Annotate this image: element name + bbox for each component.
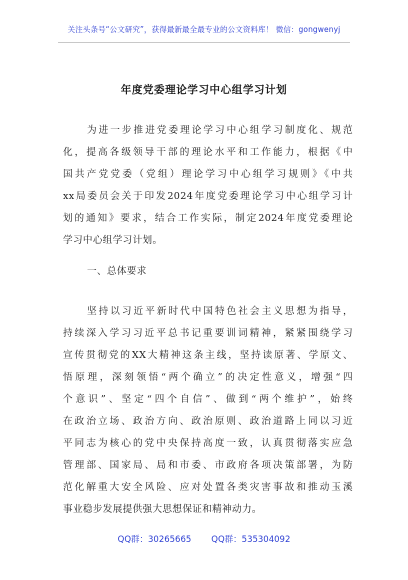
section-line: 悟原理，深刻领悟“两个确立”的决定性意义，增强“四	[63, 372, 353, 383]
section-line: 范化解重大安全风险、应对处置各类灾害事故和推动玉溪	[63, 482, 353, 493]
intro-line: xx局委员会关于印发2024年度党委理论学习中心组学习计	[63, 191, 353, 202]
intro-line: 划的通知》要求，结合工作实际，制定2024年度党委理论	[63, 213, 353, 224]
section-line: 平同志为核心的党中央保持高度一致，认真贯彻落实应急	[63, 438, 353, 449]
section-line: 宣传贯彻党的XX大精神这条主线，坚持读原著、学原文、	[63, 350, 353, 361]
section-heading: 一、总体要求	[87, 266, 147, 277]
section-line: 在政治立场、政治方向、政治原则、政治道路上同以习近	[63, 416, 353, 427]
intro-line: 化，提高各级领导干部的理论水平和工作能力，根据《中	[63, 147, 353, 158]
intro-line: 国共产党党委（党组）理论学习中心组学习规则》《中共	[63, 169, 353, 180]
section-line: 事业稳步发展提供强大思想保证和精神动力。	[63, 504, 262, 515]
footer-qq-group-2: QQ群：535304092	[211, 535, 291, 545]
section-line: 坚持以习近平新时代中国特色社会主义思想为指导，	[87, 306, 353, 317]
document-title: 年度党委理论学习中心组学习计划	[120, 84, 288, 96]
section-line: 持续深入学习习近平总书记重要训词精神，紧紧围绕学习	[63, 328, 353, 339]
intro-line: 为进一步推进党委理论学习中心组学习制度化、规范	[87, 125, 353, 136]
footer-contact	[0, 533, 408, 545]
section-line: 管理部、国家局、局和市委、市政府各项决策部署，为防	[63, 460, 353, 471]
section-line: 个意识”、坚定“四个自信”、做到“两个维护”，始终	[63, 394, 353, 405]
intro-line: 学习中心组学习计划。	[63, 235, 163, 246]
footer-qq-group-1: QQ群：30265665	[117, 535, 192, 545]
header-divider	[58, 42, 350, 43]
header-banner: 关注头条号“公文研究”，获得最新最全最专业的公文资料库！ 微信：gongwenyj	[67, 25, 341, 34]
